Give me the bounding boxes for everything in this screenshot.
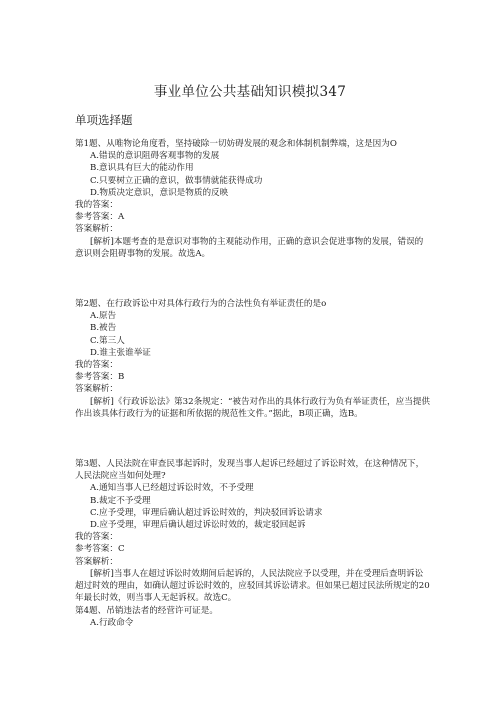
option-a: A.原告 <box>90 311 117 322</box>
option-c: C.第三人 <box>90 335 125 346</box>
option-a: A.行政命令 <box>90 617 134 628</box>
option-c: C.只要树立正确的意识，做事情就能获得成功 <box>90 175 263 186</box>
my-answer-label: 我的答案： <box>75 532 118 543</box>
question-4 <box>75 605 430 629</box>
reference-answer: 参考答案：A <box>75 212 125 223</box>
my-answer-label: 我的答案： <box>75 200 118 211</box>
option-d: D.谁主张谁举证 <box>90 347 151 358</box>
spacer <box>75 420 430 458</box>
analysis-label: 答案解析： <box>75 224 118 235</box>
analysis-text: [解析]本题考查的是意识对事物的主观能动作用，正确的意识会促进事物的发展，错误的意识则会阻碍事物的发展。故选A。 <box>75 236 424 259</box>
analysis-text: [解析]《行政诉讼法》第32条规定：“被告对作出的具体行政行为负有举证责任，应当提供作出该具体行政行为的证据和所依据的规范性文件。”据此，B项正确，选B。 <box>75 396 431 419</box>
question-stem: 第1题、从唯物论角度看，坚持破除一切妨碍发展的观念和体制机制弊端，这是因为O <box>75 139 397 149</box>
question-stem: 第3题、人民法院在审查民事起诉时，发现当事人起诉已经超过了诉讼时效，在这种情况下，人民法院应当如何处理? <box>75 459 425 482</box>
analysis-label: 答案解析： <box>75 384 118 395</box>
question-list <box>75 138 430 629</box>
spacer <box>75 260 430 298</box>
question-stem: 第4题、吊销违法者的经营许可证是。 <box>75 605 218 616</box>
question-3 <box>75 458 430 604</box>
reference-answer: 参考答案：B <box>75 372 125 383</box>
option-b: B.裁定不予受理 <box>90 495 151 506</box>
question-2 <box>75 298 430 420</box>
analysis-label: 答案解析： <box>75 556 118 567</box>
option-a: A.通知当事人已经超过诉讼时效，不予受理 <box>90 483 254 494</box>
question-1 <box>75 138 430 260</box>
option-a: A.错误的意识阻碍客观事物的发展 <box>90 151 220 162</box>
my-answer-label: 我的答案： <box>75 360 118 371</box>
analysis-text: [解析]当事人在超过诉讼时效期间后起诉的，人民法院应予以受理，并在受理后查明诉讼超过时效的理由，如确认超过诉讼时效的，应驳回其诉讼请求。但如果已超过民法所规定的20年最长时效，则当事人无起诉权。故选C。 <box>75 568 430 604</box>
section-title: 单项选择题 <box>75 113 133 127</box>
option-c: C.应予受理，审理后确认超过诉讼时效的，判决驳回诉讼请求 <box>90 507 323 518</box>
question-stem: 第2题、在行政诉讼中对具体行政行为的合法性负有举证责任的是o <box>75 299 327 310</box>
option-b: B.意识具有巨大的能动作用 <box>90 163 194 174</box>
document-title: 事业单位公共基础知识模拟347 <box>153 84 347 100</box>
option-d: D.物质决定意识，意识是物质的反映 <box>90 187 229 198</box>
reference-answer: 参考答案：C <box>75 544 125 555</box>
option-b: B.被告 <box>90 323 117 334</box>
option-d: D.应予受理，审理后确认超过诉讼时效的，裁定驳回起诉 <box>90 520 306 531</box>
